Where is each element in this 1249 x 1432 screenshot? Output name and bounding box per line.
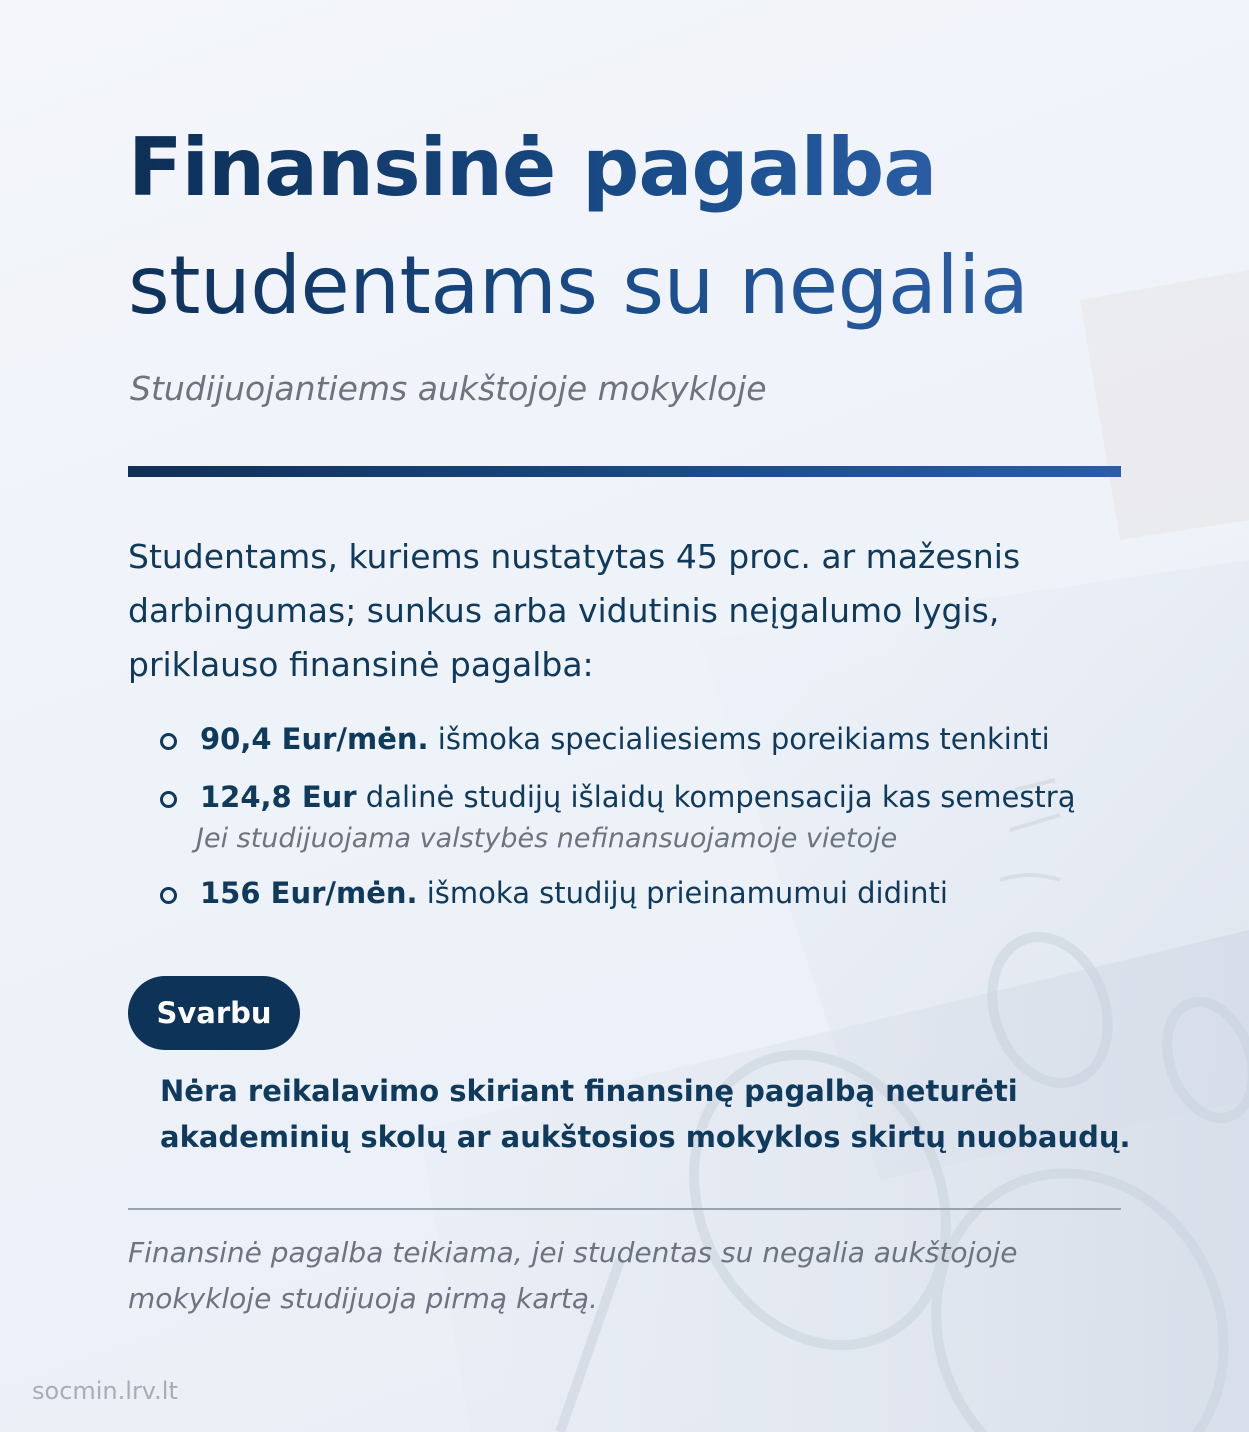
benefits-list xyxy=(160,716,1140,916)
list-item xyxy=(160,774,1140,858)
list-item xyxy=(160,870,1140,916)
benefit-description: išmoka studijų prieinamumui didinti xyxy=(417,876,948,910)
page-title-second-line: studentams su negalia xyxy=(128,236,1028,336)
circle-bullet-icon xyxy=(160,733,177,750)
subtitle: Studijuojantiems aukštojoje mokykloje xyxy=(130,369,767,408)
important-text: Nėra reikalavimo skiriant finansinę pagalbą neturėti akademinių skolų ar aukštosios mokyklos skirtų nuobaudų. xyxy=(160,1074,1131,1154)
benefit-amount: 124,8 Eur xyxy=(200,780,357,814)
intro-text: Studentams, kuriems nustatytas 45 proc. ar mažesnis darbingumas; sunkus arba vidutinis neįgalumo lygis, priklauso finansinė pagalba: xyxy=(128,537,1021,684)
benefit-description: dalinė studijų išlaidų kompensacija kas semestrą xyxy=(356,780,1076,814)
title-divider xyxy=(128,466,1121,477)
page-title: Finansinė pagalba xyxy=(128,118,936,218)
footnote-divider xyxy=(128,1208,1121,1210)
list-item xyxy=(160,716,1140,762)
website-link[interactable]: socmin.lrv.lt xyxy=(32,1377,178,1405)
circle-bullet-icon xyxy=(160,887,177,904)
benefit-note: Jei studijuojama valstybės nefinansuojamoje vietoje xyxy=(196,823,898,854)
circle-bullet-icon xyxy=(160,791,177,808)
benefit-amount: 90,4 Eur/mėn. xyxy=(200,722,429,756)
important-badge: Svarbu xyxy=(128,976,300,1050)
benefit-description: išmoka specialiesiems poreikiams tenkinti xyxy=(428,722,1050,756)
benefit-amount: 156 Eur/mėn. xyxy=(200,876,418,910)
footnote-text: Finansinė pagalba teikiama, jei studentas su negalia aukštojoje mokykloje studijuoja pirmą kartą. xyxy=(128,1236,1018,1315)
